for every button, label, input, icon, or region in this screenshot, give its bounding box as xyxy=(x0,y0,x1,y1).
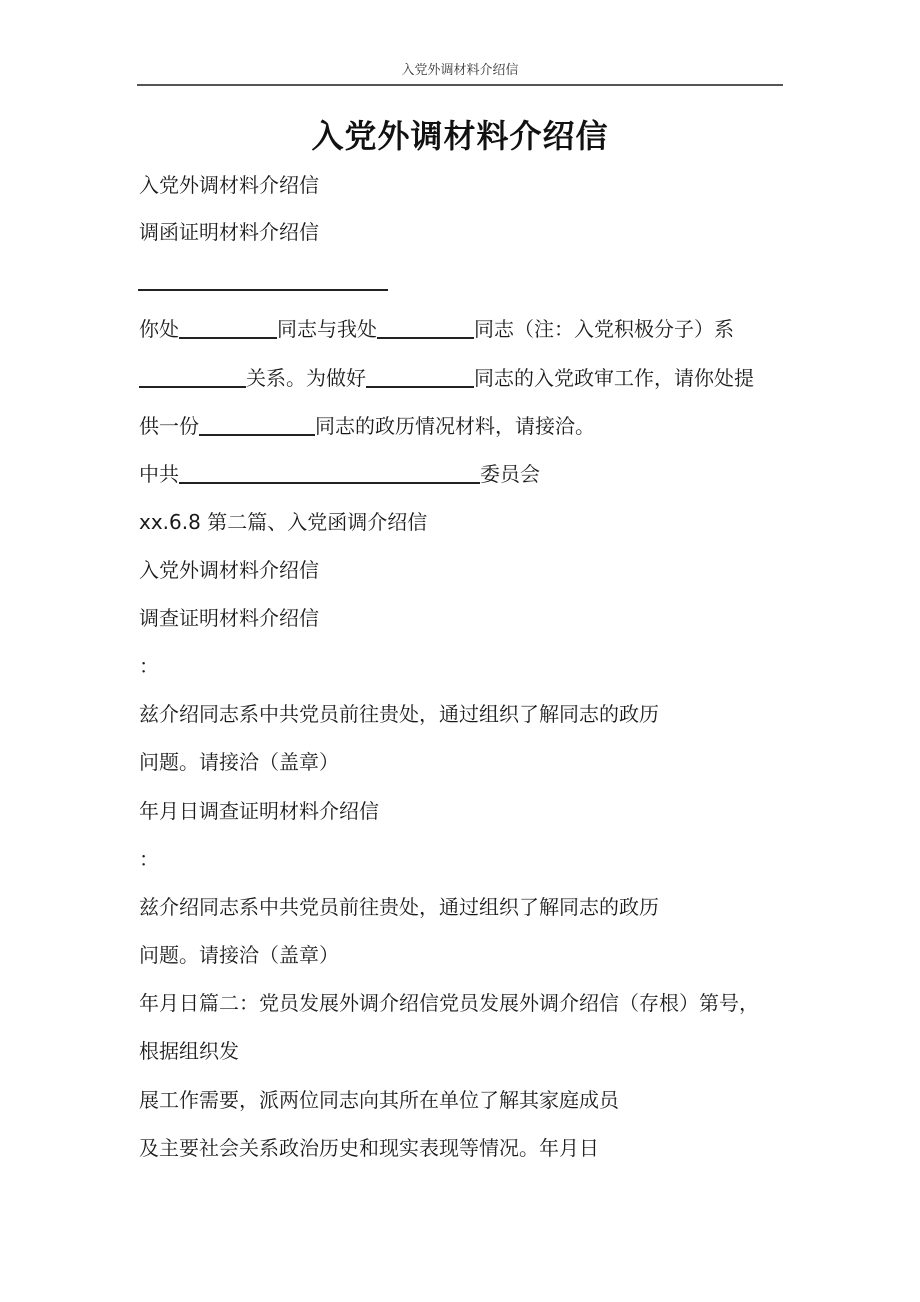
fill-in-blank xyxy=(139,364,246,388)
text-segment: 供一份 xyxy=(139,414,199,438)
text-segment: 同志的政历情况材料，请接洽。 xyxy=(315,414,595,438)
fill-in-blank xyxy=(179,315,277,339)
text-segment: 同志与我处 xyxy=(277,317,377,341)
paragraph-line xyxy=(139,411,595,441)
header-rule xyxy=(137,84,783,86)
text-line: 入党外调材料介绍信 xyxy=(139,173,319,197)
text-line: 展工作需要，派两位同志向其所在单位了解其家庭成员 xyxy=(139,1088,619,1112)
text-line: 调查证明材料介绍信 xyxy=(139,606,319,630)
text-line: 入党外调材料介绍信 xyxy=(139,558,319,582)
text-line: ： xyxy=(139,847,159,871)
text-line: 问题。请接洽（盖章） xyxy=(139,943,339,967)
text-line: 年月日调查证明材料介绍信 xyxy=(139,799,379,823)
text-line: 调函证明材料介绍信 xyxy=(139,220,319,244)
section-heading-line xyxy=(139,507,427,537)
document-title: 入党外调材料介绍信 xyxy=(311,117,609,155)
text-segment: 同志（注：入党积极分子）系 xyxy=(474,317,734,341)
blank-fill-line xyxy=(138,289,388,291)
fill-in-blank xyxy=(179,460,480,484)
text-line: 年月日篇二：党员发展外调介绍信党员发展外调介绍信（存根）第号， xyxy=(139,991,759,1015)
text-line: 问题。请接洽（盖章） xyxy=(139,750,339,774)
text-line: ： xyxy=(139,654,159,678)
text-line: 根据组织发 xyxy=(139,1039,239,1063)
fill-in-blank xyxy=(377,315,474,339)
text-line: 兹介绍同志系中共党员前往贵处，通过组织了解同志的政历 xyxy=(139,702,659,726)
fill-in-blank xyxy=(366,364,474,388)
text-line: 兹介绍同志系中共党员前往贵处，通过组织了解同志的政历 xyxy=(139,895,659,919)
page-header: 入党外调材料介绍信 xyxy=(401,63,519,78)
text-line: 及主要社会关系政治历史和现实表现等情况。年月日 xyxy=(139,1136,599,1160)
text-segment: 关系。为做好 xyxy=(246,366,366,390)
signature-line xyxy=(139,459,540,489)
date-text: xx.6.8 xyxy=(139,510,201,534)
fill-in-blank xyxy=(199,412,315,436)
text-segment: 同志的入党政审工作，请你处提 xyxy=(474,366,754,390)
text-segment: 中共 xyxy=(139,462,179,486)
paragraph-line xyxy=(139,314,734,344)
paragraph-line xyxy=(139,363,754,393)
section-title: 第二篇、入党函调介绍信 xyxy=(200,510,428,534)
text-segment: 委员会 xyxy=(480,462,540,486)
text-segment: 你处 xyxy=(139,317,179,341)
